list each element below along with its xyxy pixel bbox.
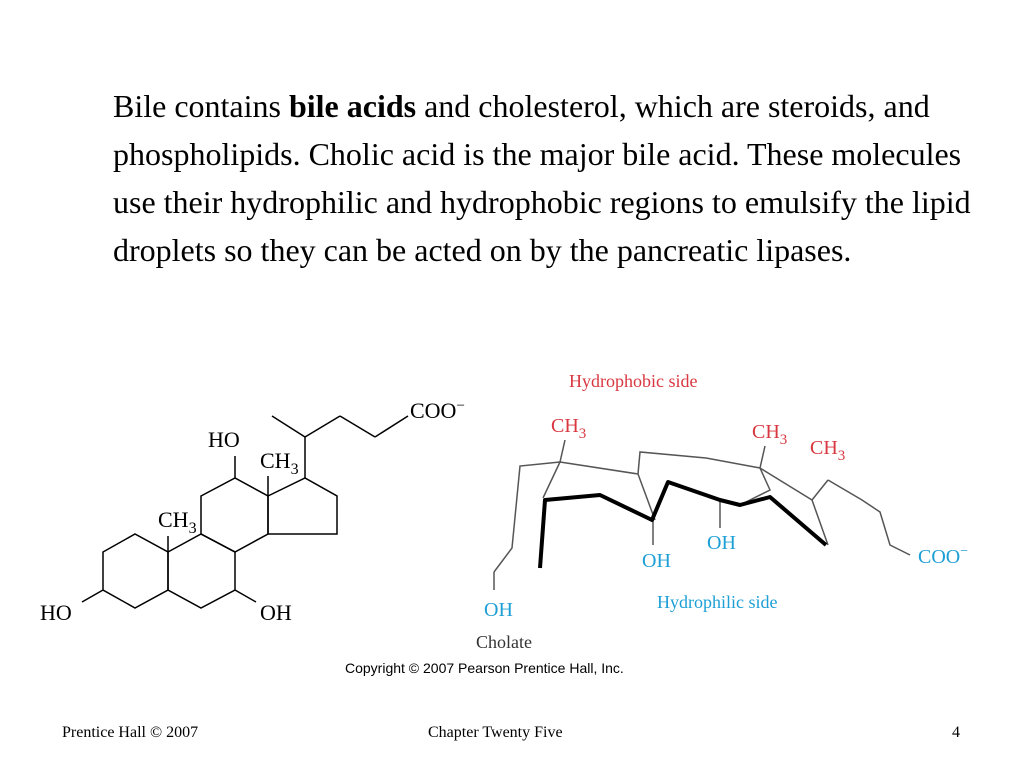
right-oh-label-2: OH [707,532,736,554]
right-ch3-label-3: $CH_3$ [810,437,846,464]
left-ho-label: HO [40,600,72,625]
footer-center: Chapter Twenty Five [428,724,563,741]
right-coo-label: COO− [918,544,969,568]
copyright-notice: Copyright © 2007 Pearson Prentice Hall, Inc. [345,660,624,676]
hydrophilic-side-label: Hydrophilic side [657,592,778,612]
left-oh-label: OH [260,600,292,625]
right-oh-label-3: OH [484,599,513,621]
right-ch3-label-1: $CH_3$ [551,415,587,442]
left-coo-label: COO− [410,398,465,423]
slide-number: 4 [952,724,960,741]
right-3d-front-bonds [540,482,826,568]
body-text-part2: and cholesterol, which are steroids, and phospholipids. Cholic acid is the major bile acid. These molecules use their hydrophilic and hydrophobic regions to emulsify the lipid droplets so they can be acted on by the pancreatic lipases. [113,88,971,268]
left-skeletal-structure [82,416,408,608]
left-ch3-upper-label: $CH_3$ [260,448,299,478]
body-text-bold-term: bile acids [288,88,417,124]
hydrophobic-side-label: Hydrophobic side [569,371,698,391]
footer-left: Prentice Hall © 2007 [62,724,199,741]
right-3d-structure [494,440,910,590]
cholate-caption: Cholate [476,632,532,652]
left-ch3-lower-label: $CH_3$ [158,507,197,537]
left-ho-top-label: HO [208,427,240,452]
right-ch3-label-2: $CH_3$ [752,421,788,448]
body-text-part1: Bile contains [113,88,289,124]
right-oh-label-1: OH [642,550,671,572]
